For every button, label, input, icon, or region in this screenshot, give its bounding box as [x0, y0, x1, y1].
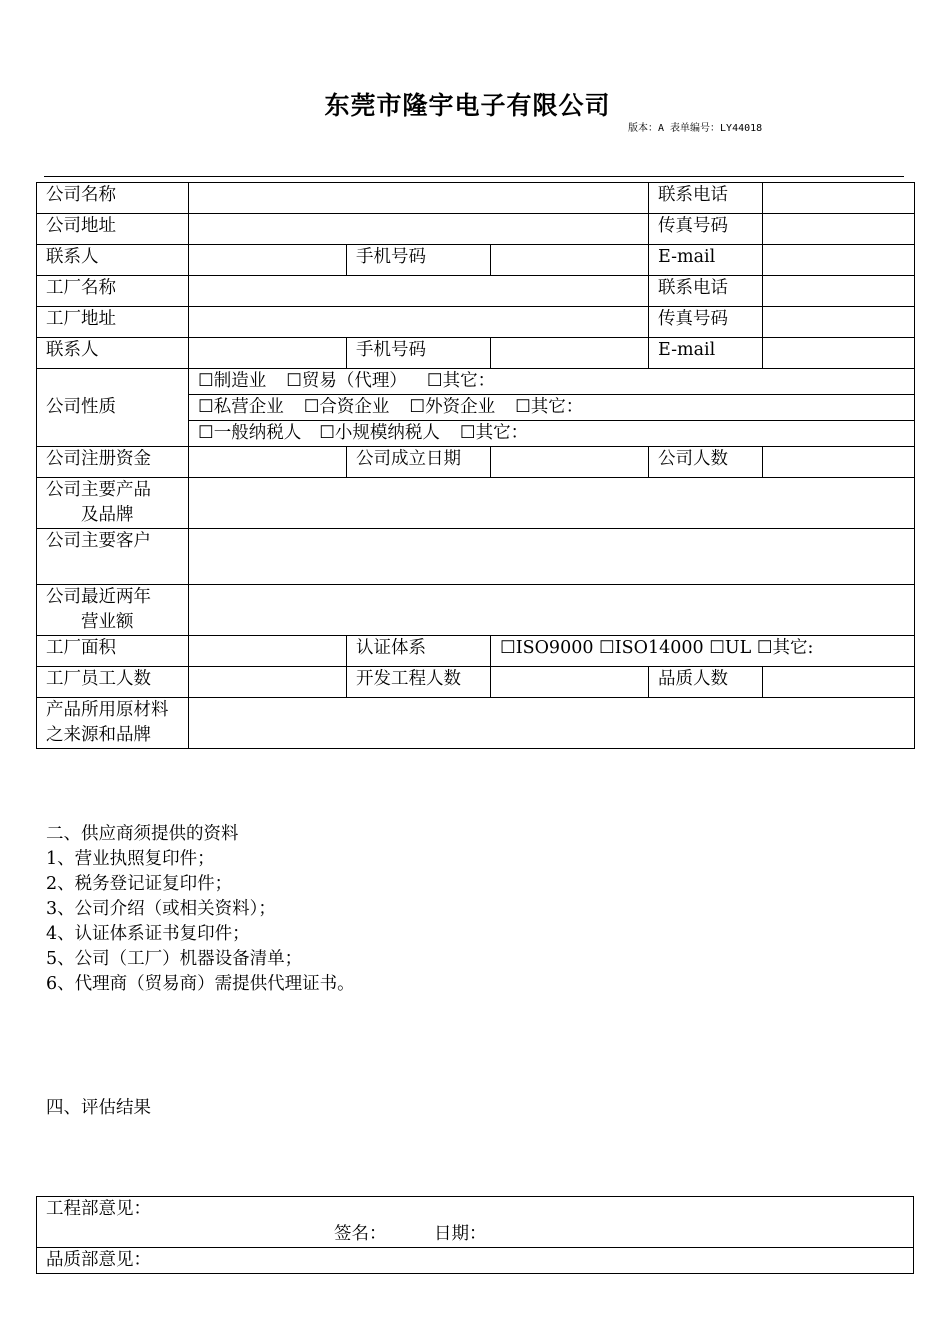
label-factory-contact: 联系人 — [37, 338, 189, 369]
registered-capital-field[interactable] — [189, 447, 347, 478]
quality-opinion-cell[interactable] — [37, 1248, 914, 1274]
checkbox-general-taxpayer[interactable]: ☐一般纳税人 — [198, 423, 302, 443]
label-certification: 认证体系 — [347, 636, 491, 667]
list-item: 2、税务登记证复印件； — [46, 874, 233, 894]
checkbox-foreign[interactable]: ☐外资企业 — [409, 397, 496, 417]
label-main-products: 公司主要产品 及品牌 — [37, 478, 189, 529]
label-factory-address: 工厂地址 — [37, 307, 189, 338]
label-company-name: 公司名称 — [37, 183, 189, 214]
label-company-nature: 公司性质 — [37, 369, 189, 447]
label-factory-phone: 联系电话 — [649, 276, 763, 307]
qc-staff-field[interactable] — [763, 667, 915, 698]
engineering-opinion-cell[interactable] — [37, 1197, 914, 1248]
factory-name-field[interactable] — [189, 276, 649, 307]
quality-opinion-label: 品质部意见： — [46, 1250, 151, 1270]
factory-address-field[interactable] — [189, 307, 649, 338]
list-item: 5、公司（工厂）机器设备清单； — [46, 949, 303, 969]
certification-options[interactable]: ☐ISO9000 ☐ISO14000 ☐UL ☐其它: — [491, 636, 915, 667]
list-item: 6、代理商（贸易商）需提供代理证书。 — [46, 974, 355, 994]
headcount-field[interactable] — [763, 447, 915, 478]
nature-business-type — [189, 369, 915, 395]
company-email-field[interactable] — [763, 245, 915, 276]
label-company-address: 公司地址 — [37, 214, 189, 245]
factory-staff-field[interactable] — [189, 667, 347, 698]
evaluation-heading: 四、评估结果 — [46, 1098, 151, 1118]
section-heading: 二、供应商须提供的资料 — [46, 824, 239, 844]
checkbox-other-tax[interactable]: ☐其它： — [459, 423, 529, 443]
form-version-number: 版本：A 表单编号：LY44018 — [628, 123, 763, 134]
label-factory-mobile: 手机号码 — [347, 338, 491, 369]
supplier-info-table — [36, 182, 915, 749]
factory-area-field[interactable] — [189, 636, 347, 667]
main-products-field[interactable] — [189, 478, 915, 529]
label-main-customers: 公司主要客户 — [37, 529, 189, 585]
factory-fax-field[interactable] — [763, 307, 915, 338]
label-factory-area: 工厂面积 — [37, 636, 189, 667]
label-company-mobile: 手机号码 — [347, 245, 491, 276]
label-qc-staff: 品质人数 — [649, 667, 763, 698]
established-date-field[interactable] — [491, 447, 649, 478]
checkbox-trading[interactable]: ☐贸易（代理） — [286, 371, 407, 391]
factory-email-field[interactable] — [763, 338, 915, 369]
checkbox-manufacturer[interactable]: ☐制造业 — [198, 371, 267, 391]
main-customers-field[interactable] — [189, 529, 915, 585]
raw-materials-field[interactable] — [189, 698, 915, 749]
company-title: 东莞市隆宇电子有限公司 — [324, 91, 611, 120]
list-item: 1、营业执照复印件； — [46, 849, 215, 869]
factory-contact-field[interactable] — [189, 338, 347, 369]
factory-mobile-field[interactable] — [491, 338, 649, 369]
checkbox-joint-venture[interactable]: ☐合资企业 — [303, 397, 390, 417]
label-rd-engineers: 开发工程人数 — [347, 667, 491, 698]
company-mobile-field[interactable] — [491, 245, 649, 276]
checkbox-private[interactable]: ☐私营企业 — [198, 397, 284, 417]
label-company-contact: 联系人 — [37, 245, 189, 276]
company-address-field[interactable] — [189, 214, 649, 245]
review-table — [36, 1196, 914, 1274]
label-raw-materials: 产品所用原材料 之来源和品牌 — [37, 698, 189, 749]
label-recent-revenue: 公司最近两年 营业额 — [37, 585, 189, 636]
signature-line — [46, 1222, 913, 1247]
label-company-phone: 联系电话 — [649, 183, 763, 214]
label-headcount: 公司人数 — [649, 447, 763, 478]
company-phone-field[interactable] — [763, 183, 915, 214]
label-factory-name: 工厂名称 — [37, 276, 189, 307]
rd-engineers-field[interactable] — [491, 667, 649, 698]
nature-tax-type — [189, 421, 915, 447]
header-divider — [44, 176, 904, 177]
date-label: 日期： — [434, 1224, 487, 1244]
label-company-email: E-mail — [649, 245, 763, 276]
required-documents-section — [46, 822, 355, 997]
checkbox-other-type[interactable]: ☐其它： — [426, 371, 496, 391]
list-item: 4、认证体系证书复印件； — [46, 924, 250, 944]
company-name-field[interactable] — [189, 183, 649, 214]
label-factory-email: E-mail — [649, 338, 763, 369]
company-fax-field[interactable] — [763, 214, 915, 245]
engineering-opinion-label: 工程部意见： — [46, 1199, 151, 1219]
list-item: 3、公司介绍（或相关资料）； — [46, 899, 276, 919]
label-established-date: 公司成立日期 — [347, 447, 491, 478]
label-registered-capital: 公司注册资金 — [37, 447, 189, 478]
factory-phone-field[interactable] — [763, 276, 915, 307]
checkbox-other-ownership[interactable]: ☐其它： — [515, 397, 584, 417]
signature-label: 签名： — [334, 1224, 387, 1244]
label-factory-fax: 传真号码 — [649, 307, 763, 338]
label-company-fax: 传真号码 — [649, 214, 763, 245]
checkbox-small-taxpayer[interactable]: ☐小规模纳税人 — [319, 423, 440, 443]
label-factory-staff: 工厂员工人数 — [37, 667, 189, 698]
recent-revenue-field[interactable] — [189, 585, 915, 636]
nature-ownership — [189, 395, 915, 421]
company-contact-field[interactable] — [189, 245, 347, 276]
